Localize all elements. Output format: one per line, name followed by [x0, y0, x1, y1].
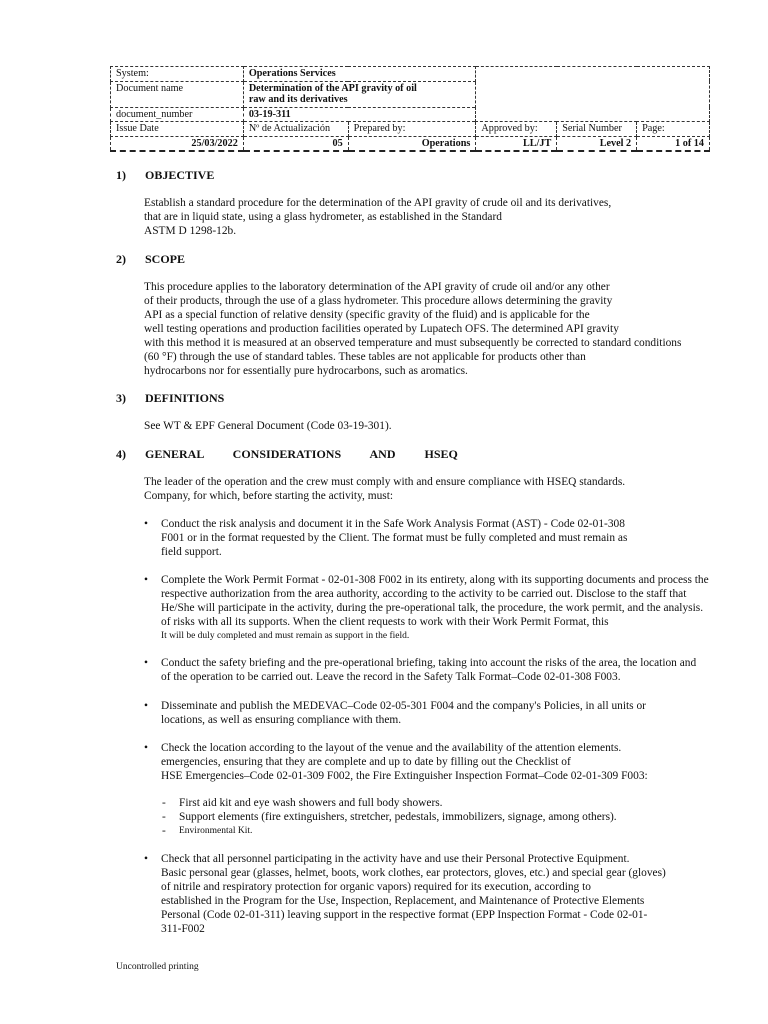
section-number: 1) — [116, 168, 126, 182]
text-line: respective authorization from the area authority, according to the activity to be carried out. Disclose to the staff that — [161, 588, 687, 600]
page-label: Page: — [637, 122, 710, 137]
bullet-mark: • — [144, 853, 148, 865]
section-number: 4) — [116, 447, 126, 461]
approved-value: LL/JT — [476, 136, 557, 151]
bullet-mark: • — [144, 574, 148, 586]
bullet-mark: • — [144, 657, 148, 669]
issue-date-value: 25/03/2022 — [111, 136, 244, 151]
docname-value — [243, 81, 476, 107]
text-line: 311-F002 — [161, 923, 205, 935]
docname-label: Document name — [111, 81, 244, 107]
text-line: See WT & EPF General Document (Code 03-19-301). — [144, 420, 392, 432]
definitions-paragraph — [144, 419, 392, 433]
text-line: Conduct the risk analysis and document it in the Safe Work Analysis Format (AST) - Code 02-01-308 — [161, 518, 625, 530]
issue-date-label: Issue Date — [111, 122, 244, 137]
text-line: emergencies, ensuring that they are complete and up to date by filling out the Checklist of — [161, 756, 571, 768]
text-line: with this method it is measured at an observed temperature and must subsequently be corrected to standard conditions — [144, 337, 682, 349]
text-line: that are in liquid state, using a glass hydrometer, as established in the Standard — [144, 211, 502, 223]
section-number: 2) — [116, 252, 126, 266]
docnum-value: 03-19-311 — [243, 107, 476, 122]
text-line: locations, as well as ensuring compliance with them. — [161, 714, 402, 726]
text-line: of their products, through the use of a glass hydrometer. This procedure allows determining the gravity — [144, 295, 613, 307]
prepared-label: Prepared by: — [348, 122, 476, 137]
section-number: 3) — [116, 391, 126, 405]
text-line: HSE Emergencies–Code 02-01-309 F002, the Fire Extinguisher Inspection Format–Code 02-01-309 F003: — [161, 770, 648, 782]
section-title: OBJECTIVE — [145, 168, 215, 182]
dash-mark: - — [162, 825, 166, 837]
approved-label: Approved by: — [476, 122, 557, 137]
text-line: established in the Program for the Use, Inspection, Replacement, and Maintenance of Protective Elements — [161, 895, 645, 907]
text-line: hydrocarbons nor for essentially pure hydrocarbons, such as aromatics. — [144, 365, 468, 377]
text-line: Personal (Code 02-01-311) leaving support in the respective format (EPP Inspection Format - Code 02-01- — [161, 909, 648, 921]
prepared-value: Operations — [348, 136, 476, 151]
text-line: field support. — [161, 546, 222, 558]
text-line: Complete the Work Permit Format - 02-01-308 F002 in its entirety, along with its supporting documents and process the — [161, 574, 709, 586]
text-line: F001 or in the format requested by the Client. The format must be fully completed and must remain as — [161, 532, 628, 544]
logo-area — [476, 67, 710, 122]
text-line: Conduct the safety briefing and the pre-operational briefing, taking into account the risks of the area, the location and — [161, 657, 697, 669]
text-line: Environmental Kit. — [179, 826, 253, 836]
document-header-table — [110, 66, 710, 152]
text-line: Establish a standard procedure for the determination of the API gravity of crude oil and its derivatives, — [144, 197, 612, 209]
text-line: It will be duly completed and must remain as support in the field. — [161, 631, 410, 641]
docname-line-2: raw and its derivatives — [248, 94, 348, 105]
system-value: Operations Services — [243, 67, 476, 82]
text-line: (60 °F) through the use of standard tables. These tables are not applicable for products other than — [144, 351, 586, 363]
dash-mark: - — [162, 797, 166, 809]
text-line: The leader of the operation and the crew must comply with and ensure compliance with HSEQ standards. — [144, 476, 626, 488]
serial-value: Level 2 — [557, 136, 637, 151]
docnum-label: document_number — [111, 107, 244, 122]
text-line: Check the location according to the layout of the venue and the availability of the attention elements. — [161, 742, 622, 754]
objective-paragraph — [144, 196, 611, 238]
system-label: System: — [111, 67, 244, 82]
bullet-mark: • — [144, 742, 148, 754]
bullet-mark: • — [144, 518, 148, 530]
text-line: Check that all personnel participating in the activity have and use their Personal Protective Equipment. — [161, 853, 630, 865]
scope-paragraph — [144, 280, 681, 378]
hseq-intro-paragraph — [144, 475, 625, 503]
text-line: This procedure applies to the laboratory determination of the API gravity of crude oil and/or any other — [144, 281, 610, 293]
text-line: of the operation to be carried out. Leave the record in the Safety Talk Format–Code 02-01-308 F003. — [161, 671, 621, 683]
page-value: 1 of 14 — [637, 136, 710, 151]
serial-label: Serial Number — [557, 122, 637, 137]
text-line: Basic personal gear (glasses, helmet, boots, work clothes, ear protectors, gloves, etc.) and special gear (gloves) — [161, 867, 666, 879]
actualizacion-value: 05 — [243, 136, 348, 151]
text-line: He/She will participate in the activity, during the pre-operational talk, the procedure, the work permit, and the analysis. — [161, 602, 704, 614]
section-title: SCOPE — [145, 252, 186, 266]
docname-line-1: Determination of the API gravity of oil — [248, 82, 417, 94]
text-line: API as a special function of relative density (specific gravity of the fluid) and is applicable for the — [144, 309, 590, 321]
text-line: Support elements (fire extinguishers, stretcher, pedestals, immobilizers, signage, among others). — [179, 811, 617, 823]
text-line: Disseminate and publish the MEDEVAC–Code 02-05-301 F004 and the company's Policies, in all units or — [161, 700, 646, 712]
text-line: First aid kit and eye wash showers and full body showers. — [179, 797, 443, 809]
footer-note: Uncontrolled printing — [116, 962, 199, 972]
text-line: Company, for which, before starting the activity, must: — [144, 490, 394, 502]
dash-mark: - — [162, 811, 166, 823]
text-line: of nitrile and respiratory protection for organic vapors) required for its execution, according to — [161, 881, 591, 893]
section-title: DEFINITIONS — [145, 391, 225, 405]
bullet-mark: • — [144, 700, 148, 712]
section-title: GENERAL CONSIDERATIONS AND HSEQ — [145, 447, 458, 461]
actualizacion-label: Nº de Actualización — [243, 122, 348, 137]
text-line: ASTM D 1298-12b. — [144, 225, 237, 237]
text-line: well testing operations and production facilities operated by Lupatech OFS. The determined API gravity — [144, 323, 619, 335]
text-line: of risks with all its supports. When the client requests to work with their Work Permit Format, this — [161, 616, 609, 628]
